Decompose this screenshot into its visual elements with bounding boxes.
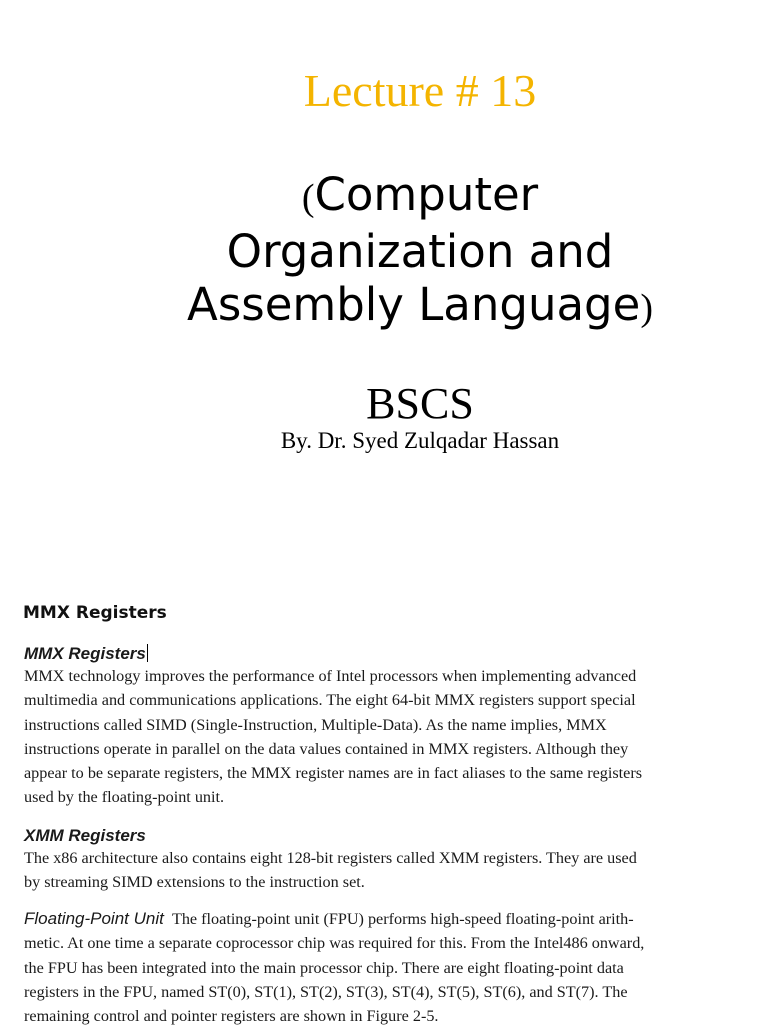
course-subject xyxy=(150,168,690,335)
subject-line-1: Computer xyxy=(314,168,539,221)
xmm-block xyxy=(24,826,740,895)
mmx-line: used by the floating-point unit. xyxy=(24,788,225,807)
mmx-line: multimedia and communications applications. The eight 64-bit MMX registers support special xyxy=(24,691,636,710)
section-heading: MMX Registers xyxy=(23,603,167,623)
mmx-paragraph xyxy=(24,664,740,810)
fpu-line: remaining control and pointer registers are shown in Figure 2-5. xyxy=(24,1007,439,1026)
fpu-line: registers in the FPU, named ST(0), ST(1), ST(2), ST(3), ST(4), ST(5), ST(6), and ST(7). The xyxy=(24,982,628,1001)
fpu-line: the FPU has been integrated into the main processor chip. There are eight floating-point data xyxy=(24,958,624,977)
fpu-paragraph xyxy=(24,907,740,1028)
lecture-title: Lecture # 13 xyxy=(303,65,537,116)
subject-open-paren: ( xyxy=(301,177,315,219)
xmm-line: by streaming SIMD extensions to the instruction set. xyxy=(24,873,365,892)
mmx-line: MMX technology improves the performance of Intel processors when implementing advanced xyxy=(24,667,637,685)
xmm-heading: XMM Registers xyxy=(24,826,146,845)
xmm-paragraph xyxy=(24,846,740,895)
fpu-heading: Floating-Point Unit xyxy=(24,909,164,928)
mmx-line: instructions operate in parallel on the data values contained in MMX registers. Although they xyxy=(24,739,629,758)
fpu-block xyxy=(24,907,740,1028)
xmm-line: The x86 architecture also contains eight 128-bit registers called XMM registers. They are used xyxy=(24,849,637,867)
mmx-line: instructions called SIMD (Single-Instruction, Multiple-Data). As the name implies, MMX xyxy=(24,715,607,734)
program-name: BSCS xyxy=(366,379,474,428)
subject-line-2: Organization and xyxy=(226,225,614,278)
mmx-heading xyxy=(24,644,740,664)
subject-line-3: Assembly Language xyxy=(187,278,641,331)
author-line: By. Dr. Syed Zulqadar Hassan xyxy=(280,428,560,453)
mmx-line: appear to be separate registers, the MMX register names are in fact aliases to the same registers xyxy=(24,764,643,783)
text-cursor xyxy=(147,644,148,662)
mmx-block xyxy=(24,644,740,810)
subject-close-paren: ) xyxy=(640,287,653,329)
fpu-line-first xyxy=(24,907,740,931)
fpu-line: The floating-point unit (FPU) performs high-speed floating-point arith- xyxy=(171,910,634,928)
fpu-line: metic. At one time a separate coprocessor chip was required for this. From the Intel486 onward, xyxy=(24,934,645,953)
mmx-heading-text: MMX Registers xyxy=(24,644,146,663)
